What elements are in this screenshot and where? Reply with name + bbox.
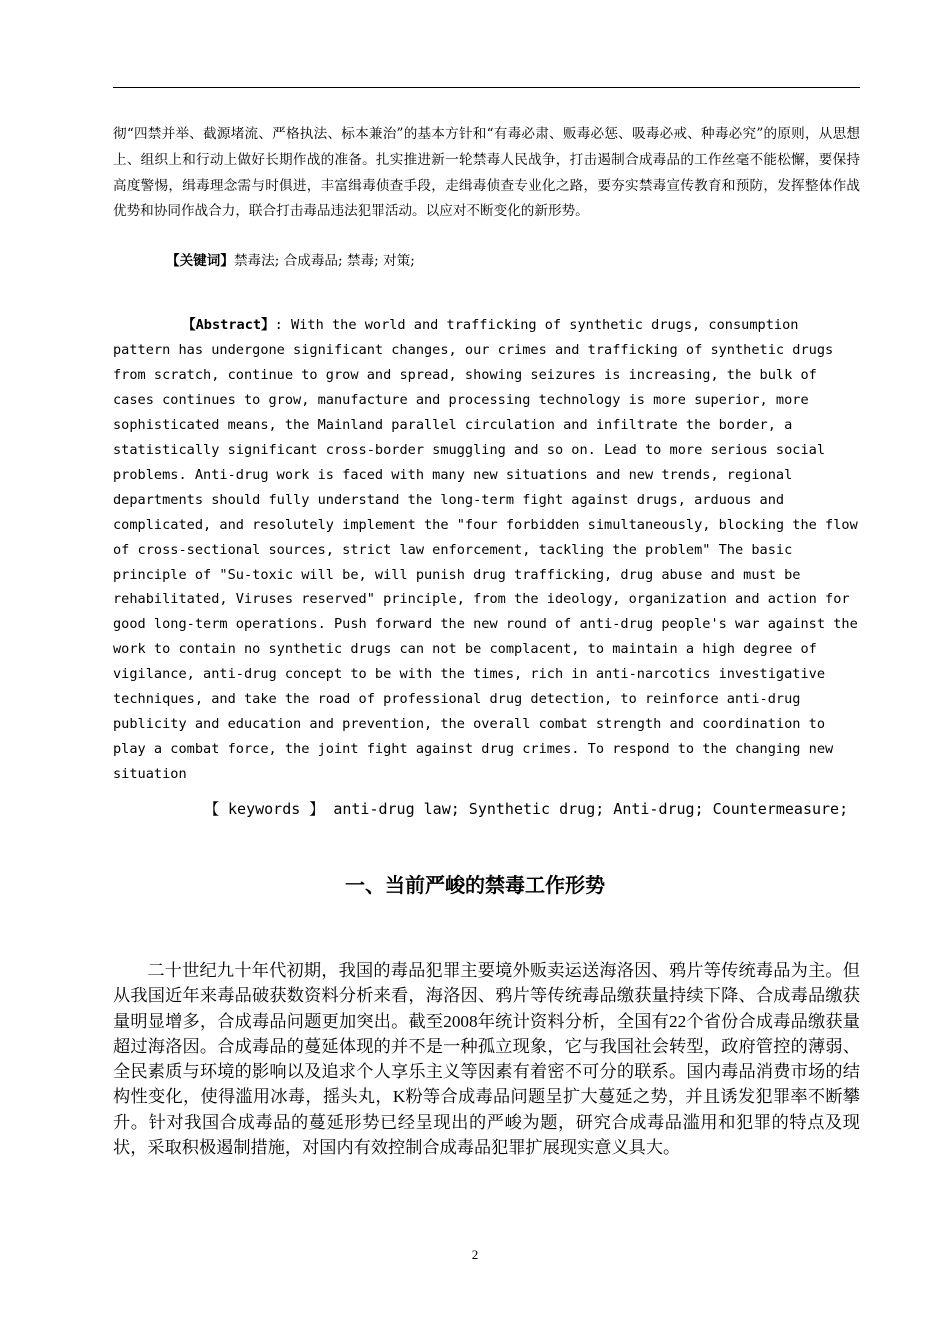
chinese-keywords-label: 【关键词】: [166, 253, 234, 269]
page-number: 2: [471, 1247, 479, 1262]
section-heading: 一、当前严峻的禁毒工作形势: [345, 873, 605, 897]
header-rule: [113, 87, 860, 88]
english-abstract: [113, 313, 860, 787]
english-keywords-text: anti-drug law; Synthetic drug; Anti-drug; Countermeasure;: [324, 800, 849, 818]
english-abstract-text: : With the world and trafficking of synthetic drugs, consumption pattern has undergone significant changes, our crimes and trafficking of synthetic drugs from scratch, continue to grow and spread, showing seizures is increasing, the bulk of cases continues to grow, manufacture and processing technology is more superior, more sophisticated means, the Mainland parallel circulation and infiltrate the border, a statistically significant cross-border smuggling and so on. Lead to more serious social problems. Anti-drug work is faced with many new situations and new trends, regional departments should fully understand the long-term fight against drugs, arduous and complicated, and resolutely implement the "four forbidden simultaneously, blocking the flow of cross-sectional sources, strict law enforcement, tackling the problem" The basic principle of "Su-toxic will be, will punish drug trafficking, drug abuse and must be rehabilitated, Viruses reserved" principle, from the ideology, organization and action for good long-term operations. Push forward the new round of anti-drug people's war against the work to contain no synthetic drugs can not be complacent, to maintain a high degree of vigilance, anti-drug concept to be with the times, rich in anti-narcotics investigative techniques, and take the road of professional drug detection, to reinforce anti-drug publicity and education and prevention, the overall combat strength and coordination to play a combat force, the joint fight against drug crimes. To respond to the changing new situation: [113, 317, 858, 783]
english-keywords-label: 【 keywords 】: [204, 800, 325, 818]
chinese-keywords: [166, 249, 415, 274]
chinese-abstract-tail: 彻“四禁并举、截源堵流、严格执法、标本兼治”的基本方针和“有毒必肃、贩毒必惩、吸毒必戒、种毒必究”的原则，从思想上、组织上和行动上做好长期作战的准备。扎实推进新一轮禁毒人民战争，打击遏制合成毒品的工作丝毫不能松懈，要保持高度警惕，缉毒理念需与时俱进，丰富缉毒侦查手段，走缉毒侦查专业化之路，要夯实禁毒宣传教育和预防，发挥整体作战优势和协同作战合力，联合打击毒品违法犯罪活动。以应对不断变化的新形势。: [113, 126, 860, 220]
section-body: 二十世纪九十年代初期，我国的毒品犯罪主要境外贩卖运送海洛因、鸦片等传统毒品为主。但从我国近年来毒品破获数资料分析来看，海洛因、鸦片等传统毒品缴获量持续下降、合成毒品缴获量明显增多，合成毒品问题更加突出。截至2008年统计资料分析，全国有22个省份合成毒品缴获量超过海洛因。合成毒品的蔓延体现的并不是一种孤立现象，它与我国社会转型，政府管控的薄弱、全民素质与环境的影响以及追求个人享乐主义等因素有着密不可分的联系。国内毒品消费市场的结构性变化，使得滥用冰毒，摇头丸，K粉等合成毒品问题呈扩大蔓延之势，并且诱发犯罪率不断攀升。针对我国合成毒品的蔓延形势已经呈现出的严峻为题，研究合成毒品滥用和犯罪的特点及现状，采取积极遏制措施，对国内有效控制合成毒品犯罪扩展现实意义具大。: [113, 961, 860, 1158]
chinese-keywords-text: 禁毒法; 合成毒品; 禁毒; 对策;: [233, 253, 415, 269]
english-abstract-label: 【Abstract】: [182, 317, 275, 333]
english-keywords: [113, 797, 860, 822]
